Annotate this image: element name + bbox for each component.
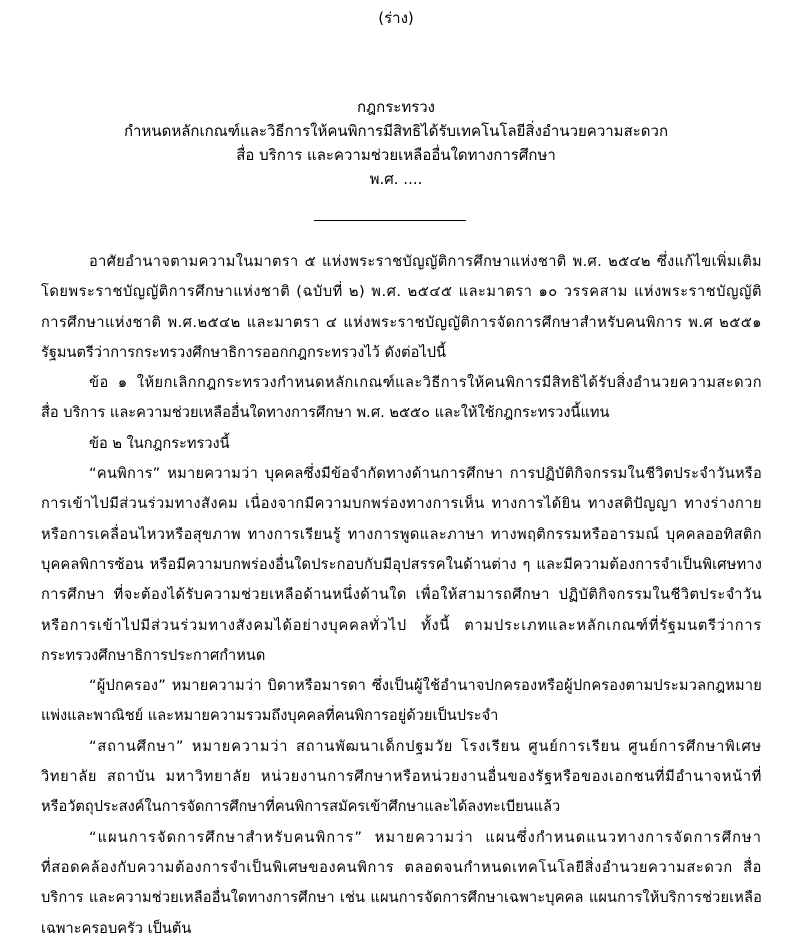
title-line-4: พ.ศ. ....	[369, 170, 423, 188]
body-line: หรือวัตถุประสงค์ในการจัดการศึกษาที่คนพิการสมัครเข้าศึกษาและได้ลงทะเบียนแล้ว	[41, 798, 561, 816]
body-line: “ผู้ปกครอง” หมายความว่า บิดาหรือมารดา ซึ่งเป็นผู้ใช้อำนาจปกครองหรือผู้ปกครองตามประมวลกฎหมาย	[89, 677, 762, 695]
body-line: บริการ และความช่วยเหลืออื่นใดทางการศึกษา เช่น แผนการจัดการศึกษาเฉพาะบุคคล แผนการให้บริการช่วยเหลือ	[41, 889, 762, 907]
body-line: กระทรวงศึกษาธิการประกาศกำหนด	[41, 646, 266, 664]
body-line: เฉพาะครอบครัว เป็นต้น	[41, 919, 192, 937]
body-line: บุคคลพิการซ้อน หรือมีความบกพร่องอื่นใดประกอบกับมีอุปสรรคในด้านต่าง ๆ และมีความต้องการจำเป็นพิเศษทาง	[41, 555, 762, 573]
body-line: สื่อ บริการ และความช่วยเหลืออื่นใดทางการศึกษา พ.ศ. ๒๕๕๐ และให้ใช้กฎกระทรวงนี้แทน	[41, 404, 610, 422]
body-line: “คนพิการ” หมายความว่า บุคคลซึ่งมีข้อจำกัดทางด้านการศึกษา การปฏิบัติกิจกรรมในชีวิตประจำวันหรือ	[89, 465, 762, 483]
body-line: วิทยาลัย สถาบัน มหาวิทยาลัย หน่วยงานการศึกษาหรือหน่วยงานอื่นของรัฐหรือของเอกชนที่มีอำนาจหน้าที่	[41, 768, 762, 786]
title-line-2: กำหนดหลักเกณฑ์และวิธีการให้คนพิการมีสิทธิได้รับเทคโนโลยีสิ่งอำนวยความสะดวก	[123, 122, 669, 140]
title-block	[0, 95, 792, 191]
body-line: “แผนการจัดการศึกษาสำหรับคนพิการ” หมายความว่า แผนซึ่งกำหนดแนวทางการจัดการศึกษา	[89, 828, 762, 846]
title-divider	[314, 220, 466, 221]
document-body	[41, 247, 762, 944]
body-line: ข้อ ๒ ในกฎกระทรวงนี้	[89, 434, 230, 452]
body-line: การศึกษา ที่จะต้องได้รับความช่วยเหลือด้านหนึ่งด้านใด เพื่อให้สามารถศึกษา ปฏิบัติกิจกรรมในชีวิตประจำวัน	[41, 586, 762, 604]
body-line: หรือการเข้าไปมีส่วนร่วมทางสังคมได้อย่างบุคคลทั่วไป ทั้งนี้ ตามประเภทและหลักเกณฑ์ที่รัฐมนตรีว่าการ	[41, 616, 762, 634]
body-line: การศึกษาแห่งชาติ พ.ศ.๒๕๔๒ และมาตรา ๔ แห่งพระราชบัญญัติการจัดการศึกษาสำหรับคนพิการ พ.ศ ๒๕๕๑	[41, 313, 762, 331]
body-line: ที่สอดคล้องกับความต้องการจำเป็นพิเศษของคนพิการ ตลอดจนกำหนดเทคโนโลยีสิ่งอำนวยความสะดวก สื่อ	[41, 858, 762, 876]
body-line: แพ่งและพาณิชย์ และหมายความรวมถึงบุคคลที่คนพิการอยู่ด้วยเป็นประจำ	[41, 707, 499, 725]
draft-label: (ร่าง)	[378, 9, 414, 27]
body-line: การเข้าไปมีส่วนร่วมทางสังคม เนื่องจากมีความบกพร่องทางการเห็น ทางการได้ยิน ทางสติปัญญา ทางร่างกาย	[41, 495, 762, 513]
title-line-3: สื่อ บริการ และความช่วยเหลืออื่นใดทางการศึกษา	[236, 146, 556, 164]
title-line-1: กฎกระทรวง	[356, 98, 436, 116]
body-line: หรือการเคลื่อนไหวหรือสุขภาพ ทางการเรียนรู้ ทางการพูดและภาษา ทางพฤติกรรมหรืออารมณ์ บุคคลออทิสติก	[41, 525, 762, 543]
body-line: อาศัยอำนาจตามความในมาตรา ๕ แห่งพระราชบัญญัติการศึกษาแห่งชาติ พ.ศ. ๒๕๔๒ ซึ่งแก้ไขเพิ่มเติม	[89, 253, 762, 270]
body-line: “สถานศึกษา” หมายความว่า สถานพัฒนาเด็กปฐมวัย โรงเรียน ศูนย์การเรียน ศูนย์การศึกษาพิเศษ	[89, 737, 762, 755]
body-line: โดยพระราชบัญญัติการศึกษาแห่งชาติ (ฉบับที่ ๒) พ.ศ. ๒๕๔๕ และมาตรา ๑๐ วรรคสาม แห่งพระราชบัญญัติ	[41, 283, 762, 301]
body-line: ข้อ ๑ ให้ยกเลิกกฎกระทรวงกำหนดหลักเกณฑ์และวิธีการให้คนพิการมีสิทธิได้รับสิ่งอำนวยความสะดวก	[89, 374, 762, 392]
body-line: รัฐมนตรีว่าการกระทรวงศึกษาธิการออกกฎกระทรวงไว้ ดังต่อไปนี้	[41, 343, 446, 361]
